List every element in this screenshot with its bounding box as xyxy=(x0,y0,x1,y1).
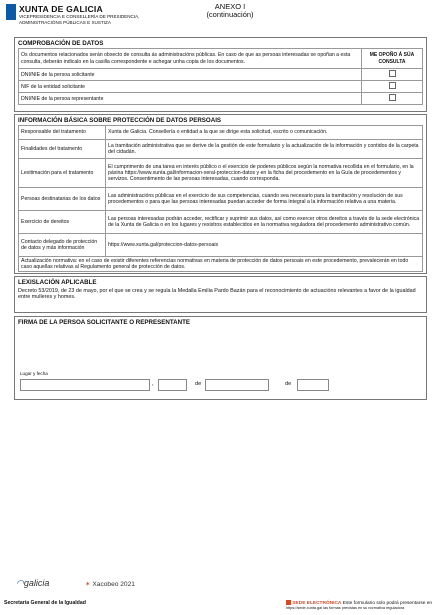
oppose-checkbox-representative-id[interactable] xyxy=(389,94,396,101)
org-subtitle xyxy=(19,14,199,25)
verification-title: COMPROBACIÓN DE DATOS xyxy=(18,40,104,47)
sede-electronica xyxy=(286,600,436,611)
org-name: XUNTA DE GALICIA xyxy=(19,4,103,14)
dp-row-text: Las administracións públicas en el exercicio de sus competencias, cuando sea necesario para la tramitación y resolución de sus procedementos o para que las persoas interesadas puedan acceder de forma íntegral a la información relativa a una materia. xyxy=(106,188,423,211)
verification-section xyxy=(14,37,427,112)
place-input[interactable] xyxy=(20,379,150,391)
galicia-logo xyxy=(16,578,49,589)
dp-row-text: El cumprimento de una tarea en interés público o el exercicio de poderes públicos según la normativa recollida en el formulario, en la páxina https://www.xunta.gal/informacion-xeral-proteccion-datos y en la ficha del procedemento en la Guía de procedementos y servizos. Consentimento de las persoas interesadas, cuando corresponda. xyxy=(106,159,423,188)
legislation-title: LEXISLACIÓN APLICABLE xyxy=(18,279,97,286)
dp-row-label: Persoas destinatarias de los datos xyxy=(19,188,106,211)
verification-intro: Os documentos relacionados serán obxecto de consulta ás administracións públicas. En caso de que as persoas interesadas se opoñan a esta consulta, deberán indicalo en la casilla correspondente e achegar unha copia de los documentos. xyxy=(19,49,362,69)
dp-row-label: Responsable del tratamento xyxy=(19,126,106,140)
galicia-logo-icon: ◠ xyxy=(16,578,24,588)
oppose-header: ME OPOÑO Á SÚA CONSULTA xyxy=(362,49,423,69)
oppose-checkbox-cell xyxy=(362,69,423,81)
xacobeo-logo-icon: ✶ xyxy=(85,581,91,588)
data-protection-section xyxy=(14,114,427,274)
dp-row-text: La tramitación administrativa que se derive de la gestión de este formulario y la actualización de la información y contidos de la carpeta del cidadán. xyxy=(106,140,423,159)
oppose-checkbox-entity-nif[interactable] xyxy=(389,82,396,89)
legislation-text: Decreto 53/2019, de 23 de mayo, por el que se crea y se regula la Medalla Emilia Pardo Bazán para el reconocimiento de actuacións relevantes a favor de la igualdad entre mulleres y homes. xyxy=(18,288,416,301)
verification-row-label: DNI/NIE de la persoa representante xyxy=(19,93,362,105)
verification-row-label: NIF de la entidad solicitante xyxy=(19,81,362,93)
dp-row-text: Las persoas interesadas podrán acceder, rectificar y suprimir sus datos, así como exercer otros dereitos a través de la sede electrónica de la Xunta de Galicia o en los lugares y rexistros establecidos en la normativa reguladora del procedemento administrativo común. xyxy=(106,211,423,234)
verification-table xyxy=(18,48,423,105)
legislation-section xyxy=(14,276,427,313)
comma-separator: , xyxy=(152,381,154,387)
oppose-checkbox-applicant-id[interactable] xyxy=(389,70,396,77)
oppose-checkbox-cell xyxy=(362,81,423,93)
verification-row-label: DNI/NIE de la persoa solicitante xyxy=(19,69,362,81)
dp-row-link[interactable]: https://www.xunta.gal/proteccion-datos-persoais xyxy=(106,234,423,257)
de-separator-1: de xyxy=(195,381,202,387)
xacobeo-logo xyxy=(85,580,135,588)
annex-subtitle: (continuación) xyxy=(206,10,254,19)
sede-text-2: https://sede.xunta.gal las formas previstas en su normativa reguladora xyxy=(286,605,405,610)
xunta-logo-icon xyxy=(6,4,16,20)
sede-text: Este formulario solo podrá presentarse en xyxy=(342,600,433,606)
month-input[interactable] xyxy=(205,379,269,391)
dp-row-text: Xunta de Galicia. Consellería o entidad a la que se dirige esta solicitud, escrito o comunicación. xyxy=(106,126,423,140)
data-protection-table xyxy=(18,125,423,272)
annex-title: ANEXO I xyxy=(214,2,246,11)
annex-heading xyxy=(200,3,260,19)
org-subtitle-line-2: ADMINISTRACIÓNS PÚBLICAS E XUSTIZA xyxy=(19,19,111,25)
signature-section xyxy=(14,316,427,400)
dp-row-label: Contacto delegado de protección de datos y más información xyxy=(19,234,106,257)
data-protection-title: INFORMACIÓN BÁSICA SOBRE PROTECCIÓN DE DATOS PERSOAIS xyxy=(18,117,222,124)
sede-label: SEDE ELECTRÓNICA xyxy=(292,600,342,606)
day-input[interactable] xyxy=(158,379,187,391)
oppose-checkbox-cell xyxy=(362,93,423,105)
dp-row-label: Finalidades del tratamento xyxy=(19,140,106,159)
secretaria-label: Secretaría General de la Igualdad xyxy=(4,600,86,606)
dp-update-note: Actualización normativa: en el caso de existir diferentes referencias normativas en materia de protección de datos persoais en este procedemento, prevalecerán en todo caso aquellas relativas al Regulamento general de protección de datos. xyxy=(19,257,423,272)
de-separator-2: de xyxy=(285,381,292,387)
place-date-label: Lugar y fecha xyxy=(20,371,48,376)
year-input[interactable] xyxy=(297,379,329,391)
xacobeo-logo-text: Xacobeo 2021 xyxy=(92,581,135,588)
sede-icon xyxy=(286,600,291,605)
galicia-logo-text: galicia xyxy=(23,578,50,588)
signature-title: FIRMA DE LA PERSOA SOLICITANTE O REPRESENTANTE xyxy=(18,319,190,326)
dp-row-label: Exercicio de dereitos xyxy=(19,211,106,234)
dp-row-label: Lexitimación para el tratamento xyxy=(19,159,106,188)
org-subtitle-line-1: VICEPRESIDENCIA E CONSELLERÍA DE PRESIDENCIA, xyxy=(19,14,140,19)
